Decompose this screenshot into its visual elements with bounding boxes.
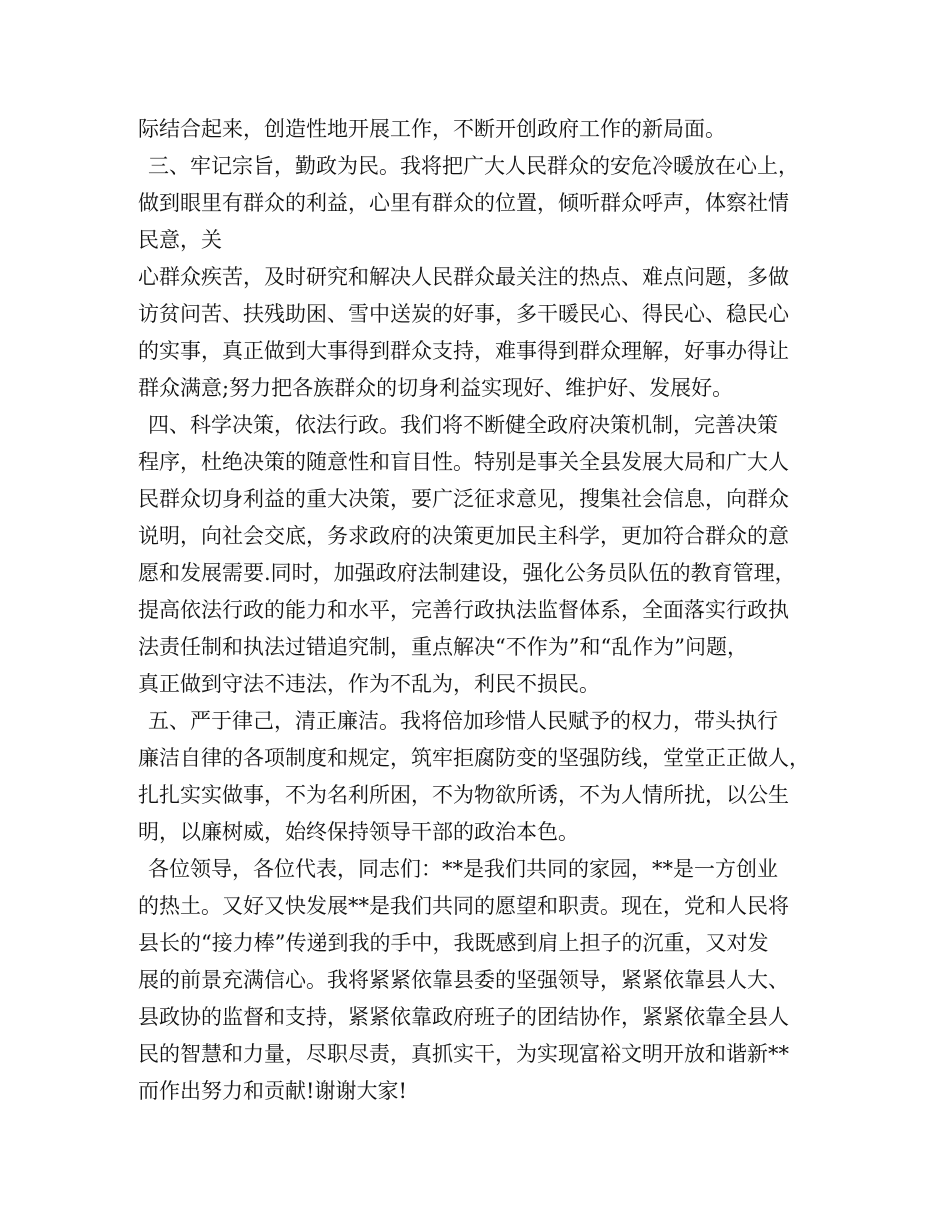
text-line: 四、科学决策，依法行政。我们将不断健全政府决策机制，完善决策 <box>148 413 778 437</box>
text-line: 民的智慧和力量，尽职尽责，真抓实干，为实现富裕文明开放和谐新** <box>138 1042 789 1066</box>
text-line: 三、牢记宗旨，勤政为民。我将把广大人民群众的安危冷暖放在心上， <box>148 154 799 178</box>
text-line: 民意，关 <box>138 228 222 252</box>
text-line: 廉洁自律的各项制度和规定，筑牢拒腐防变的坚强防线，堂堂正正做人， <box>138 746 810 770</box>
text-line: 各位领导，各位代表，同志们：**是我们共同的家园，**是一方创业 <box>148 857 778 881</box>
text-line: 扎扎实实做事，不为名利所困，不为物欲所诱，不为人情所扰，以公生 <box>138 783 789 807</box>
text-line: 愿和发展需要.同时，加强政府法制建设，强化公务员队伍的教育管理， <box>138 561 796 585</box>
text-line: 五、严于律己，清正廉洁。我将倍加珍惜人民赋予的权力，带头执行 <box>148 709 778 733</box>
text-line: 程序，杜绝决策的随意性和盲目性。特别是事关全县发展大局和广大人 <box>138 450 789 474</box>
text-line: 际结合起来，创造性地开展工作，不断开创政府工作的新局面。 <box>138 117 726 141</box>
text-line: 提高依法行政的能力和水平，完善行政执法监督体系，全面落实行政执 <box>138 598 789 622</box>
text-line: 法责任制和执法过错追究制，重点解决“不作为”和“乱作为”问题， <box>138 635 748 659</box>
text-line: 明，以廉树威，始终保持领导干部的政治本色。 <box>138 820 579 844</box>
text-line: 的热土。又好又快发展**是我们共同的愿望和职责。现在，党和人民将 <box>138 894 789 918</box>
text-line: 做到眼里有群众的利益，心里有群众的位置，倾听群众呼声，体察社情 <box>138 191 789 215</box>
text-line: 展的前景充满信心。我将紧紧依靠县委的坚强领导，紧紧依靠县人大、 <box>138 968 789 992</box>
text-line: 说明，向社会交底，务求政府的决策更加民主科学，更加符合群众的意 <box>138 524 789 548</box>
text-line: 而作出努力和贡献!谢谢大家! <box>138 1079 407 1103</box>
text-line: 的实事，真正做到大事得到群众支持，难事得到群众理解，好事办得让 <box>138 339 789 363</box>
text-line: 县政协的监督和支持，紧紧依靠政府班子的团结协作，紧紧依靠全县人 <box>138 1005 789 1029</box>
text-line: 真正做到守法不违法，作为不乱为，利民不损民。 <box>138 672 600 696</box>
text-line: 心群众疾苦，及时研究和解决人民群众最关注的热点、难点问题，多做 <box>138 265 789 289</box>
text-line: 群众满意;努力把各族群众的切身利益实现好、维护好、发展好。 <box>138 376 734 400</box>
text-line: 民群众切身利益的重大决策，要广泛征求意见，搜集社会信息，向群众 <box>138 487 789 511</box>
text-line: 访贫问苦、扶残助困、雪中送炭的好事，多干暖民心、得民心、稳民心 <box>138 302 789 326</box>
document-body <box>138 111 828 1110</box>
text-line: 县长的“接力棒”传递到我的手中，我既感到肩上担子的沉重，又对发 <box>138 931 769 955</box>
